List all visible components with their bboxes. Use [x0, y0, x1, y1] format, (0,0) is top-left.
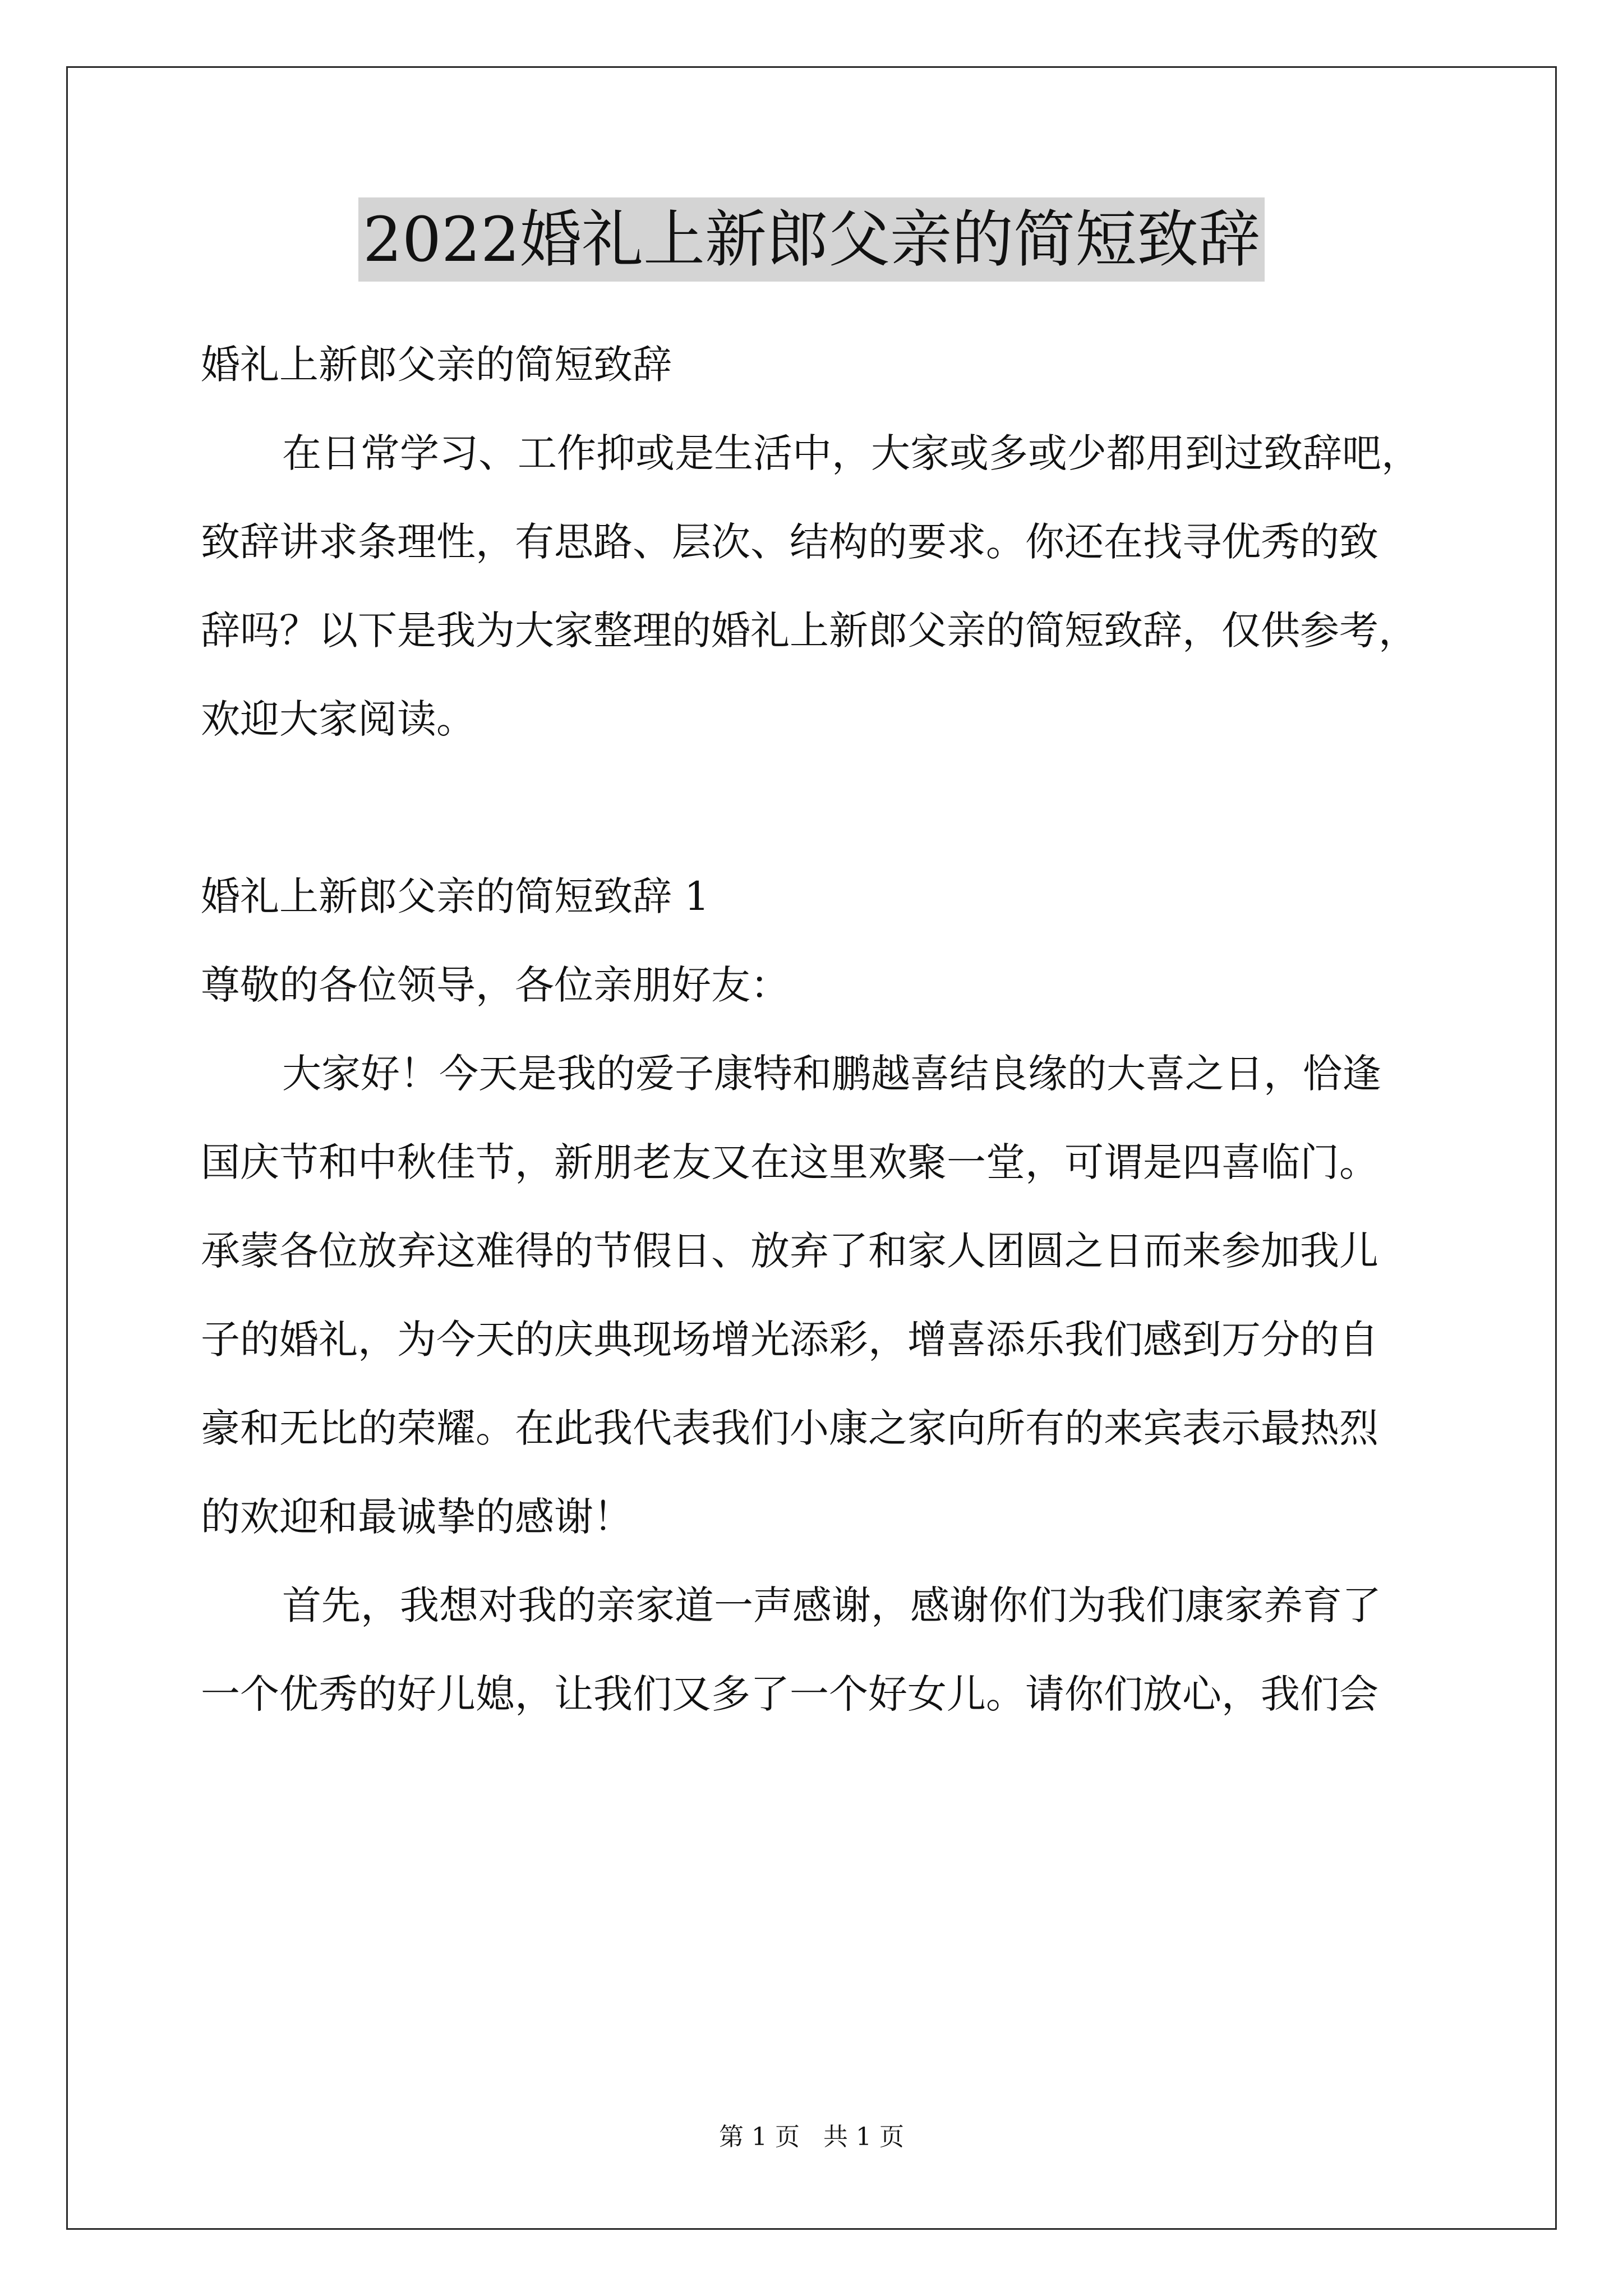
page-footer: 第 1 页 共 1 页 — [719, 2123, 904, 2151]
document-body — [201, 337, 1435, 1755]
title-container — [0, 197, 1623, 282]
text-line: 婚礼上新郎父亲的简短致辞 1 — [201, 873, 709, 919]
text-line: 大家好！今天是我的爱子康特和鹏越喜结良缘的大喜之日，恰逢 — [282, 1051, 1381, 1097]
text-line: 承蒙各位放弃这难得的节假日、放弃了和家人团圆之日而来参加我儿 — [201, 1228, 1378, 1274]
text-line: 的欢迎和最诚挚的感谢！ — [201, 1494, 633, 1540]
text-line: 致辞讲求条理性，有思路、层次、结构的要求。你还在找寻优秀的致 — [201, 519, 1378, 565]
text-line: 尊敬的各位领导，各位亲朋好友： — [201, 962, 790, 1008]
document-title: 2022婚礼上新郎父亲的简短致辞 — [358, 197, 1265, 282]
text-line: 国庆节和中秋佳节，新朋老友又在这里欢聚一堂，可谓是四喜临门。 — [201, 1139, 1378, 1185]
text-line: 豪和无比的荣耀。在此我代表我们小康之家向所有的来宾表示最热烈 — [201, 1405, 1378, 1451]
text-line: 辞吗？以下是我为大家整理的婚礼上新郎父亲的简短致辞，仅供参考， — [201, 608, 1418, 654]
blank-line — [201, 780, 1435, 836]
text-line: 一个优秀的好儿媳，让我们又多了一个好女儿。请你们放心，我们会 — [201, 1671, 1378, 1717]
text-line: 欢迎大家阅读。 — [201, 696, 476, 742]
text-line: 首先，我想对我的亲家道一声感谢，感谢你们为我们康家养育了 — [282, 1582, 1381, 1628]
text-line: 子的婚礼，为今天的庆典现场增光添彩，增喜添乐我们感到万分的自 — [201, 1317, 1378, 1363]
text-line: 在日常学习、工作抑或是生活中，大家或多或少都用到过致辞吧， — [282, 430, 1421, 476]
text-line: 婚礼上新郎父亲的简短致辞 — [201, 342, 672, 388]
